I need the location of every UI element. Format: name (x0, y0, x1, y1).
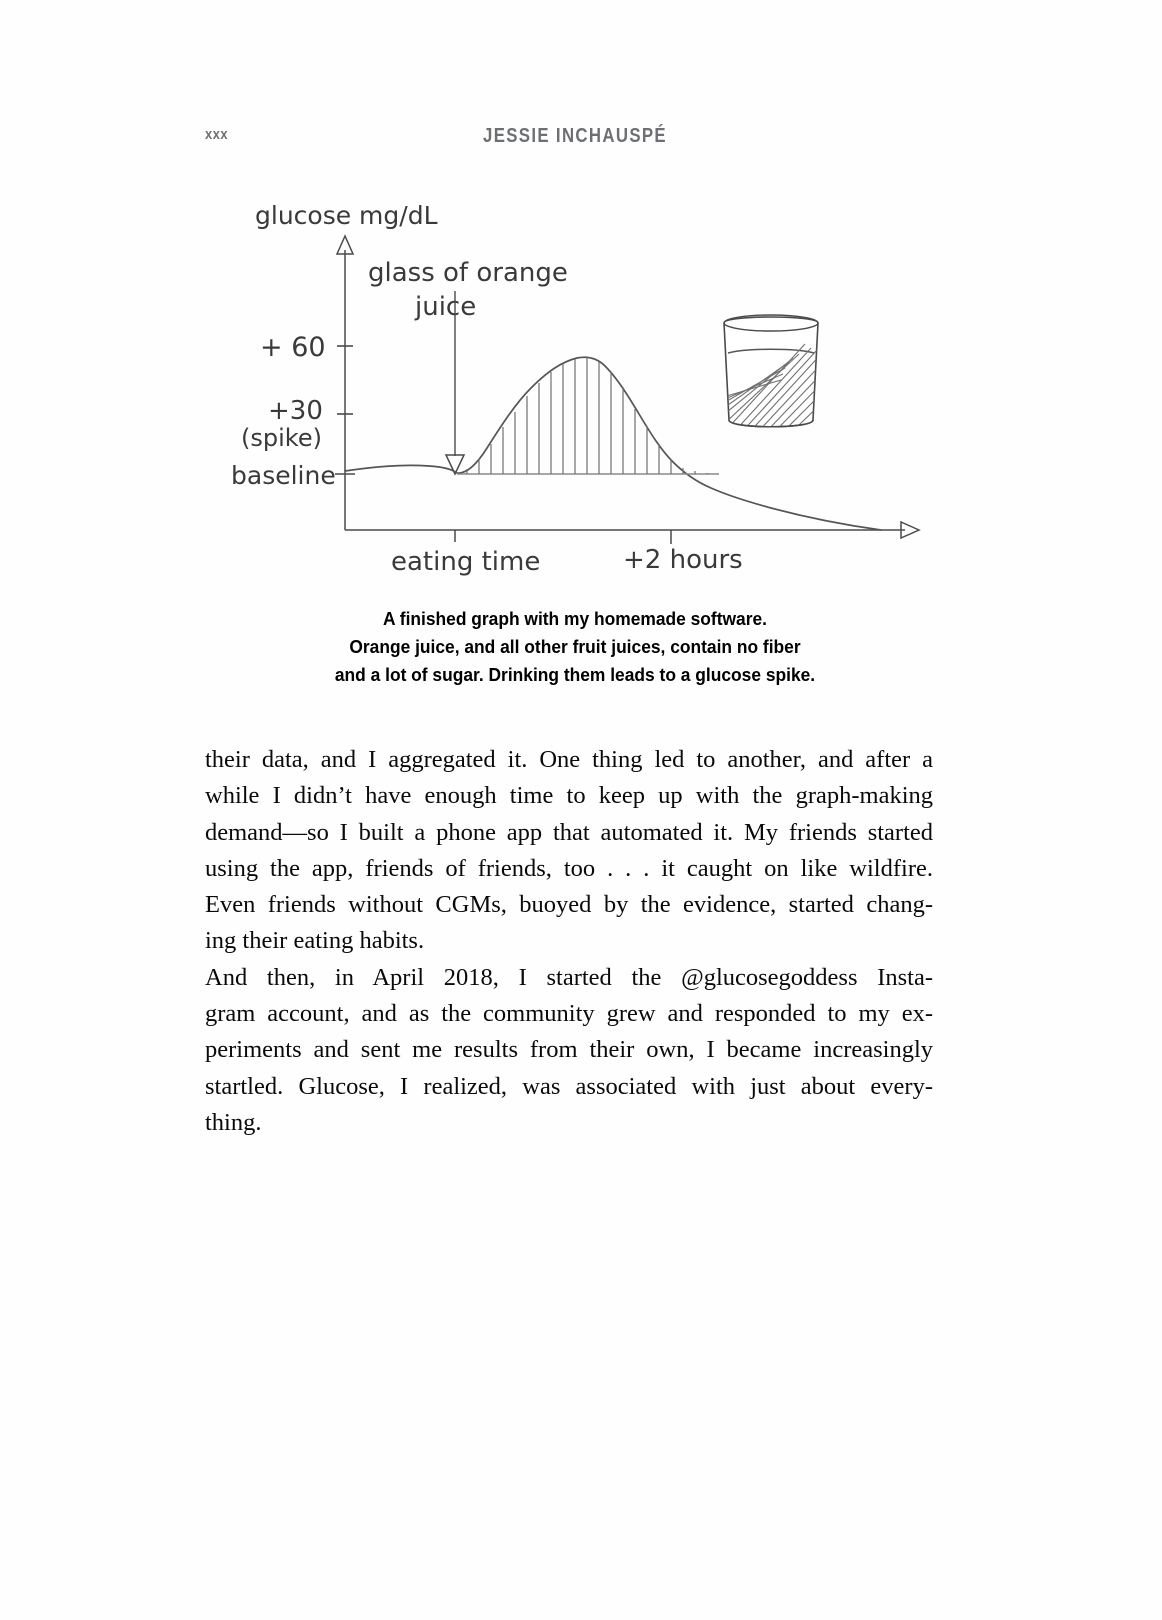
paragraph-2 (205, 960, 933, 1141)
caption-line-1: A finished graph with my homemade software. (383, 608, 767, 629)
body-line: using the app, friends of friends, too . . . it caught on like wildfire. (205, 854, 933, 882)
figure-caption (227, 605, 923, 689)
body-line: ing their eating habits. (205, 927, 425, 955)
paragraph-1 (205, 742, 933, 960)
y-tick-label-30: +30 (268, 396, 323, 426)
caption-line-3: and a lot of sugar. Drinking them leads to a glucose spike. (334, 664, 816, 685)
y-tick-label-baseline: baseline (231, 461, 336, 490)
body-line: startled. Glucose, I realized, was associated with just about every- (205, 1072, 933, 1100)
caption-line-2: Orange juice, and all other fruit juices, contain no fiber (349, 636, 801, 657)
body-line: thing. (205, 1108, 262, 1136)
body-line: gram account, and as the community grew and responded to my ex- (205, 1000, 933, 1028)
body-line: And then, in April 2018, I started the @glucosegoddess Insta- (205, 963, 933, 991)
glucose-curve-figure (205, 178, 945, 598)
spike-area-hatching (467, 357, 707, 474)
glucose-chart-svg (205, 178, 945, 598)
body-line: their data, and I aggregated it. One thing led to another, and after a (205, 746, 933, 773)
body-text (205, 742, 933, 1141)
x-tick-label-2-hours: +2 hours (623, 545, 743, 575)
running-head (205, 126, 945, 152)
glass-of-juice-icon (693, 315, 835, 460)
author-running-head: JESSIE INCHAUSPÉ (483, 125, 667, 147)
body-line: demand—so I built a phone app that automated it. My friends started (205, 818, 933, 846)
body-line: periments and sent me results from their own, I became increasingly (205, 1036, 933, 1064)
y-tick-label-60: + 60 (260, 332, 326, 363)
annotation-line-2: juice (415, 292, 477, 322)
y-axis-title: glucose mg/dL (255, 201, 438, 230)
annotation-line-1: glass of orange (368, 258, 568, 288)
body-line: Even friends without CGMs, buoyed by the evidence, started chang- (205, 891, 933, 919)
y-tick-label-spike: (spike) (241, 424, 322, 452)
page-folio: xxx (205, 126, 229, 143)
body-line: while I didn’t have enough time to keep up with the graph-making (205, 782, 933, 810)
x-tick-label-eating-time: eating time (391, 547, 541, 577)
